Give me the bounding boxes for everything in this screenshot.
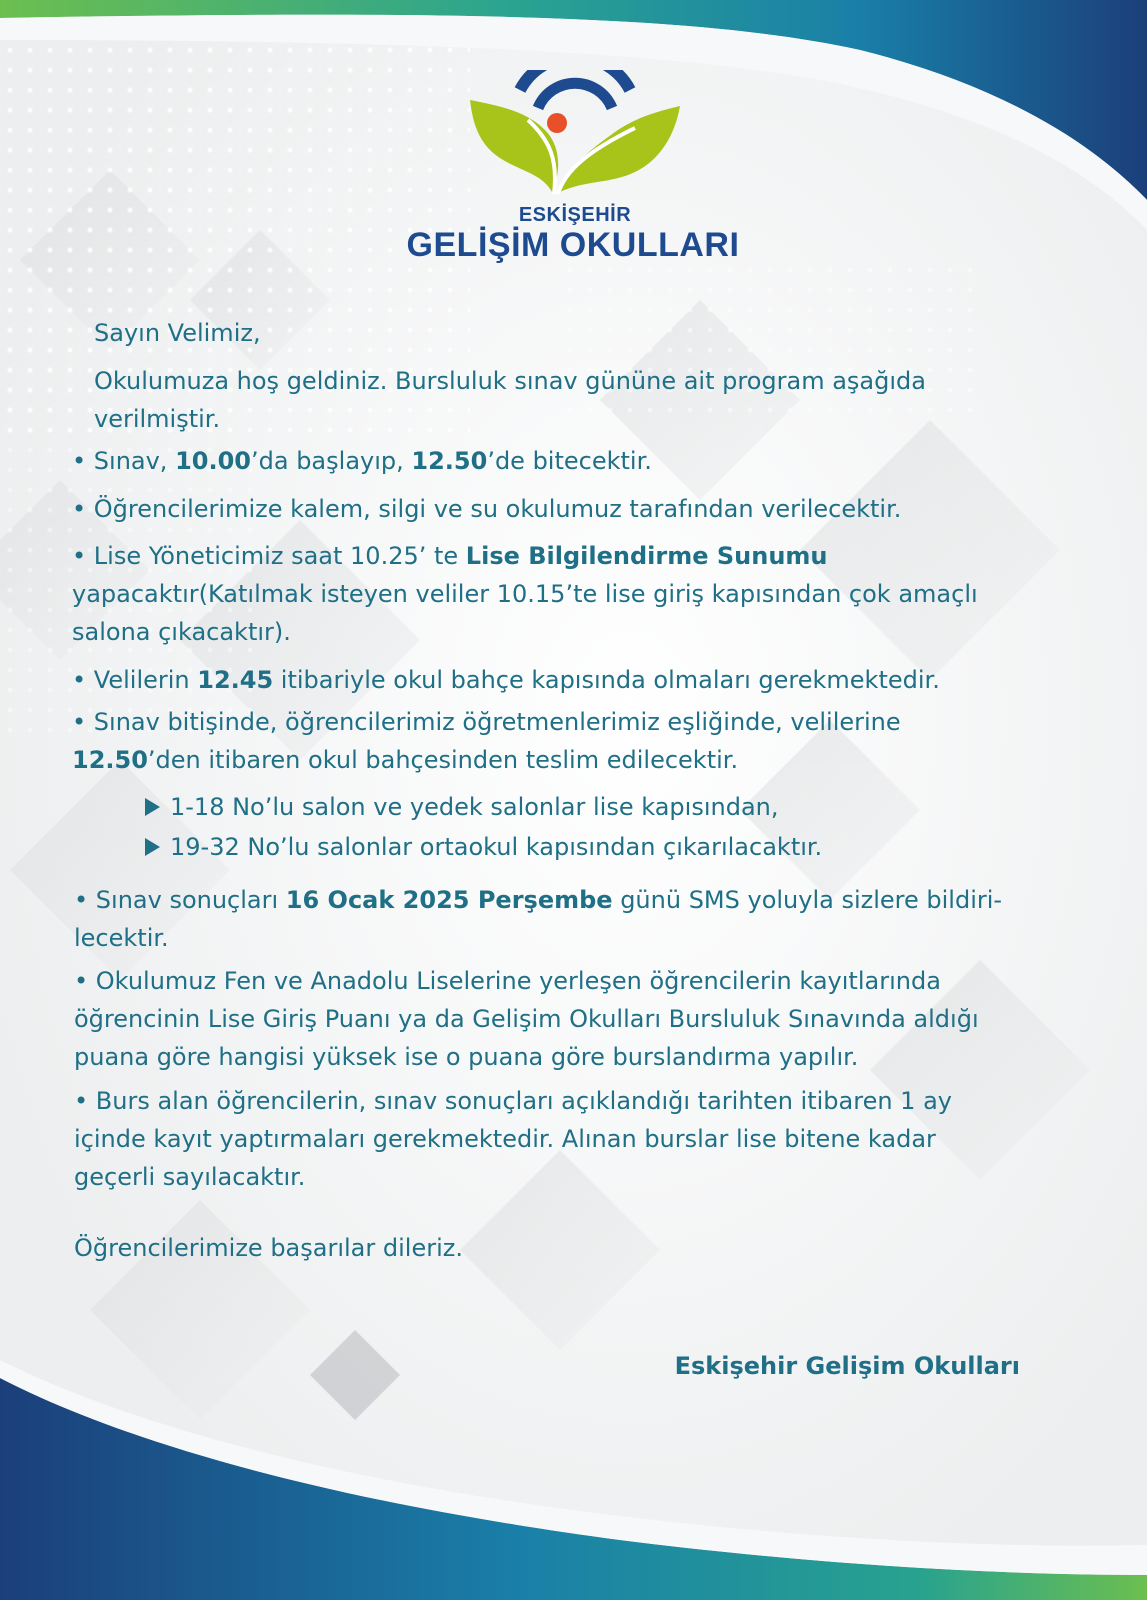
- triangle-right-icon: [145, 798, 160, 816]
- presentation-pre: • Lise Yöneticimiz saat 10.25’ te: [72, 542, 466, 570]
- logo-city-text: ESKİŞEHİR: [518, 204, 632, 226]
- registration-item-line-2: içinde kayıt yaptırmaları gerekmektedir. Alınan burslar lise bitene kadar: [74, 1125, 936, 1153]
- handover-time: 12.50: [72, 746, 148, 774]
- logo-school-name: GELİŞİM OKULLARI: [406, 226, 740, 264]
- results-item-line-2: lecektir.: [74, 924, 169, 952]
- scholarship-item-line-3: puana göre hangisi yüksek ise o puana göre burslandırma yapılır.: [74, 1043, 859, 1071]
- results-item-line-1: [74, 881, 1002, 919]
- exam-time-mid: ’da başlayıp,: [251, 447, 412, 475]
- sub-item-text: 19-32 No’lu salonlar ortaokul kapısından çıkarılacaktır.: [170, 833, 823, 861]
- supplies-item: • Öğrencilerimize kalem, silgi ve su okulumuz tarafından verilecektir.: [72, 495, 902, 523]
- parents-time-item: [72, 661, 940, 699]
- closing-line: Öğrencilerimize başarılar dileriz.: [74, 1234, 463, 1262]
- presentation-title: Lise Bilgilendirme Sunumu: [465, 542, 828, 570]
- results-date: 16 Ocak 2025 Perşembe: [285, 886, 613, 914]
- exam-time-pre: • Sınav,: [72, 447, 176, 475]
- parents-time-value: 12.45: [197, 666, 274, 694]
- scholarship-item-line-1: • Okulumuz Fen ve Anadolu Liselerine yerleşen öğrencilerin kayıtlarında: [74, 967, 941, 995]
- sub-item: [145, 828, 822, 866]
- intro-line-2: verilmiştir.: [94, 405, 221, 433]
- salutation: Sayın Velimiz,: [94, 319, 261, 347]
- sub-item-text: 1-18 No’lu salon ve yedek salonlar lise kapısından,: [170, 793, 779, 821]
- exam-end-time: 12.50: [411, 447, 488, 475]
- results-pre: • Sınav sonuçları: [74, 886, 286, 914]
- handover-item-line-1: • Sınav bitişinde, öğrencilerimiz öğretmenlerimiz eşliğinde, velilerine: [72, 708, 901, 736]
- sub-item: [145, 788, 779, 826]
- handover-item-line-2: [72, 741, 738, 779]
- handover-post: ’den itibaren okul bahçesinden teslim edilecektir.: [147, 746, 739, 774]
- presentation-item-line-1: [72, 537, 828, 575]
- leaf-wifi-logo-icon: [470, 70, 680, 200]
- presentation-item-line-2: yapacaktır(Katılmak isteyen veliler 10.15’te lise giriş kapısından çok amaçlı: [72, 580, 978, 608]
- exam-start-time: 10.00: [175, 447, 251, 475]
- presentation-item-line-3: salona çıkacaktır).: [72, 618, 291, 646]
- scholarship-item-line-2: öğrencinin Lise Giriş Puanı ya da Gelişim Okulları Bursluluk Sınavında aldığı: [74, 1005, 979, 1033]
- intro-line-1: Okulumuza hoş geldiniz. Bursluluk sınav gününe ait program aşağıda: [94, 367, 926, 395]
- signature: Eskişehir Gelişim Okulları: [674, 1352, 1020, 1380]
- results-post: günü SMS yoluyla sizlere bildiri-: [612, 886, 1003, 914]
- registration-item-line-1: • Burs alan öğrencilerin, sınav sonuçları açıklandığı tarihten itibaren 1 ay: [74, 1087, 952, 1115]
- exam-time-item: [72, 442, 652, 480]
- exam-time-post: ’de bitecektir.: [487, 447, 652, 475]
- parents-time-pre: • Velilerin: [72, 666, 198, 694]
- parents-time-post: itibariyle okul bahçe kapısında olmaları gerekmektedir.: [273, 666, 940, 694]
- registration-item-line-3: geçerli sayılacaktır.: [74, 1163, 306, 1191]
- triangle-right-icon: [145, 838, 160, 856]
